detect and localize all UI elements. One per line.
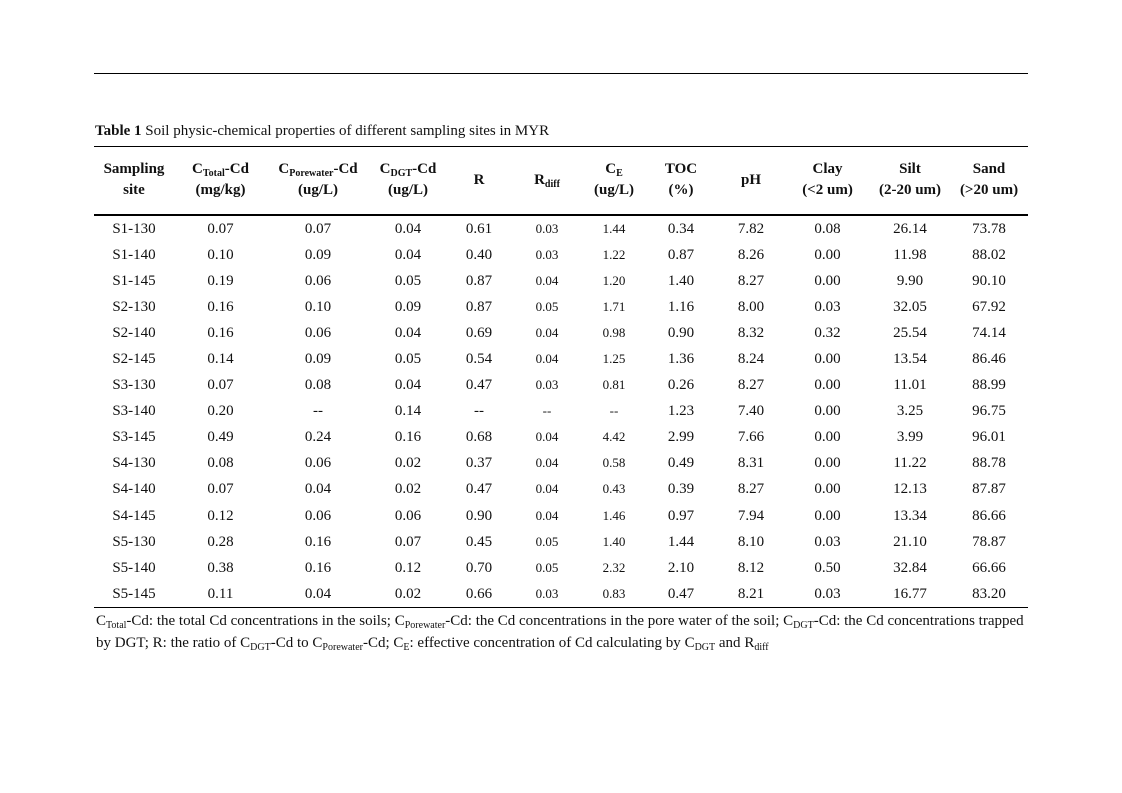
cell-ce: -- xyxy=(609,403,619,419)
cell-ce: 1.20 xyxy=(602,272,626,288)
cell-r: 0.47 xyxy=(465,481,493,498)
cell-ctotal-cd: 0.08 xyxy=(207,455,234,472)
cell-cporewater-cd: 0.06 xyxy=(304,324,332,341)
cell-sand: 86.46 xyxy=(972,351,1006,368)
header-sampling-site: Sampling site xyxy=(103,161,165,199)
cell-clay: 0.00 xyxy=(814,507,841,524)
cell-ctotal-cd: 0.11 xyxy=(207,585,234,602)
cell-ctotal-cd: 0.12 xyxy=(207,507,234,524)
cell-sand: 96.75 xyxy=(972,403,1006,420)
cell-clay: 0.00 xyxy=(814,481,841,498)
cell-r: 0.54 xyxy=(465,351,493,368)
cell-cdgt-cd: 0.02 xyxy=(394,481,422,498)
cell-sampling-site: S1-145 xyxy=(112,272,156,289)
cell-r: 0.68 xyxy=(465,429,493,446)
cell-sampling-site: S2-145 xyxy=(112,351,156,368)
cell-rdiff: 0.04 xyxy=(535,272,559,288)
cell-cdgt-cd: 0.05 xyxy=(394,272,422,289)
cell-clay: 0.00 xyxy=(814,351,841,368)
cell-rdiff: 0.05 xyxy=(535,298,559,314)
cell-r: 0.37 xyxy=(465,455,493,472)
cell-ph: 7.66 xyxy=(737,429,765,446)
cell-ph: 7.94 xyxy=(737,507,765,524)
cell-ce: 2.32 xyxy=(602,559,626,575)
cell-rdiff: 0.04 xyxy=(535,324,559,340)
cell-ctotal-cd: 0.38 xyxy=(207,559,234,576)
table-row xyxy=(94,372,1028,398)
cell-silt: 11.01 xyxy=(893,377,927,394)
cell-cdgt-cd: 0.09 xyxy=(394,298,422,315)
cell-rdiff: 0.05 xyxy=(535,533,559,549)
cell-cdgt-cd: 0.04 xyxy=(394,220,422,237)
cell-toc: 1.16 xyxy=(667,298,695,315)
cell-sampling-site: S4-145 xyxy=(112,507,156,524)
cell-ce: 4.42 xyxy=(602,429,626,445)
cell-ph: 8.24 xyxy=(737,351,765,368)
cell-sampling-site: S5-145 xyxy=(112,585,156,602)
cell-ctotal-cd: 0.10 xyxy=(207,246,234,263)
cell-r: 0.45 xyxy=(465,533,493,550)
table-row xyxy=(94,242,1028,268)
cell-cdgt-cd: 0.04 xyxy=(394,324,422,341)
table-row xyxy=(94,346,1028,372)
cell-sand: 66.66 xyxy=(972,559,1006,576)
cell-sand: 90.10 xyxy=(972,272,1006,289)
cell-toc: 0.49 xyxy=(667,455,695,472)
table-row xyxy=(94,450,1028,476)
table-row xyxy=(94,268,1028,294)
cell-cdgt-cd: 0.06 xyxy=(394,507,422,524)
cell-clay: 0.00 xyxy=(814,246,841,263)
cell-ctotal-cd: 0.07 xyxy=(207,481,234,498)
cell-ce: 0.98 xyxy=(602,324,626,340)
header-toc: TOC (%) xyxy=(664,161,698,199)
cell-r: 0.69 xyxy=(465,324,493,341)
cell-cporewater-cd: 0.16 xyxy=(304,533,332,550)
cell-silt: 3.25 xyxy=(896,403,924,420)
cell-ph: 7.40 xyxy=(737,403,765,420)
caption-label: Table 1 xyxy=(95,123,142,139)
cell-ph: 8.31 xyxy=(737,455,765,472)
cell-ph: 8.27 xyxy=(737,481,765,498)
cell-cdgt-cd: 0.05 xyxy=(394,351,422,368)
cell-toc: 0.87 xyxy=(667,246,695,263)
cell-sand: 87.87 xyxy=(972,481,1006,498)
cell-clay: 0.03 xyxy=(814,585,841,602)
header-ctotal-cd: $C_{Total}-Cd$ (mg/kg) xyxy=(192,161,249,199)
table-body xyxy=(94,215,1028,608)
cell-clay: 0.50 xyxy=(814,559,841,576)
cell-silt: 11.22 xyxy=(893,455,927,472)
cell-cporewater-cd: 0.07 xyxy=(304,220,332,237)
cell-sand: 73.78 xyxy=(972,220,1006,237)
cell-silt: 16.77 xyxy=(893,585,927,602)
cell-r: 0.70 xyxy=(465,559,493,576)
cell-toc: 1.44 xyxy=(667,533,695,550)
cell-ce: 1.71 xyxy=(602,298,626,314)
cell-cporewater-cd: 0.04 xyxy=(304,585,332,602)
table-header xyxy=(94,147,1028,215)
cell-ph: 8.21 xyxy=(737,585,765,602)
top-rule xyxy=(94,73,1028,74)
cell-toc: 0.39 xyxy=(667,481,695,498)
cell-ctotal-cd: 0.07 xyxy=(207,220,234,237)
cell-toc: 0.26 xyxy=(667,377,695,394)
cell-cdgt-cd: 0.02 xyxy=(394,585,422,602)
cell-sand: 96.01 xyxy=(972,429,1006,446)
cell-silt: 32.84 xyxy=(893,559,927,576)
cell-toc: 1.23 xyxy=(667,403,695,420)
cell-ce: 0.81 xyxy=(602,377,626,393)
cell-clay: 0.03 xyxy=(814,298,841,315)
cell-rdiff: 0.03 xyxy=(535,585,559,601)
cell-cporewater-cd: 0.04 xyxy=(304,481,332,498)
cell-ce: 1.40 xyxy=(602,533,626,549)
cell-ctotal-cd: 0.19 xyxy=(207,272,234,289)
cell-cporewater-cd: 0.08 xyxy=(304,377,332,394)
cell-sampling-site: S4-140 xyxy=(112,481,156,498)
cell-toc: 0.34 xyxy=(667,220,695,237)
cell-silt: 32.05 xyxy=(893,298,927,315)
cell-r: -- xyxy=(474,403,484,420)
cell-rdiff: 0.04 xyxy=(535,429,559,445)
cell-sand: 88.78 xyxy=(972,455,1006,472)
table-row xyxy=(94,294,1028,320)
cell-toc: 0.90 xyxy=(667,324,695,341)
cell-silt: 13.54 xyxy=(893,351,927,368)
cell-toc: 2.10 xyxy=(667,559,695,576)
header-r: R xyxy=(473,171,485,188)
cell-clay: 0.32 xyxy=(814,324,841,341)
cell-ctotal-cd: 0.16 xyxy=(207,298,234,315)
cell-ph: 8.32 xyxy=(737,324,765,341)
cell-toc: 1.40 xyxy=(667,272,695,289)
cell-sampling-site: S2-130 xyxy=(112,298,156,315)
cell-ce: 1.44 xyxy=(602,220,626,236)
header-ph: pH xyxy=(740,171,761,188)
cell-cporewater-cd: 0.24 xyxy=(304,429,332,446)
header-cporewater-cd: $C_{Porewater}-Cd$ (ug/L) xyxy=(278,161,358,199)
cell-r: 0.61 xyxy=(465,220,493,237)
cell-cdgt-cd: 0.02 xyxy=(394,455,422,472)
cell-silt: 21.10 xyxy=(893,533,927,550)
cell-silt: 11.98 xyxy=(893,246,927,263)
cell-r: 0.40 xyxy=(465,246,493,263)
header-cdgt-cd: $C_{DGT}-Cd$ (ug/L) xyxy=(379,161,437,199)
cell-ce: 0.83 xyxy=(602,585,626,601)
cell-ph: 8.27 xyxy=(737,272,765,289)
header-rdiff: $R_{diff}$ xyxy=(534,171,560,190)
cell-r: 0.66 xyxy=(465,585,493,602)
cell-sampling-site: S3-145 xyxy=(112,429,156,446)
cell-rdiff: 0.04 xyxy=(535,455,559,471)
cell-sampling-site: S1-140 xyxy=(112,246,156,263)
table-row xyxy=(94,215,1028,242)
cell-r: 0.47 xyxy=(465,377,493,394)
cell-cdgt-cd: 0.12 xyxy=(394,559,422,576)
cell-rdiff: -- xyxy=(542,403,552,419)
cell-ph: 8.10 xyxy=(737,533,765,550)
cell-sand: 83.20 xyxy=(972,585,1006,602)
cell-clay: 0.00 xyxy=(814,272,841,289)
cell-ph: 7.82 xyxy=(737,220,765,237)
cell-clay: 0.03 xyxy=(814,533,841,550)
cell-toc: 2.99 xyxy=(667,429,695,446)
cell-r: 0.87 xyxy=(465,272,493,289)
table-caption xyxy=(95,123,549,140)
header-silt: Silt (2-20 um) xyxy=(878,161,942,199)
cell-ph: 8.26 xyxy=(737,246,765,263)
cell-sampling-site: S4-130 xyxy=(112,455,156,472)
cell-sampling-site: S5-130 xyxy=(112,533,156,550)
cell-cporewater-cd: 0.06 xyxy=(304,455,332,472)
cell-ce: 1.46 xyxy=(602,507,626,523)
cell-cdgt-cd: 0.04 xyxy=(394,377,422,394)
cell-ce: 1.25 xyxy=(602,351,626,367)
cell-cporewater-cd: 0.09 xyxy=(304,351,332,368)
cell-clay: 0.00 xyxy=(814,403,841,420)
cell-sand: 67.92 xyxy=(972,298,1006,315)
cell-cdgt-cd: 0.14 xyxy=(394,403,422,420)
cell-ctotal-cd: 0.20 xyxy=(207,403,234,420)
table-row xyxy=(94,424,1028,450)
table-row xyxy=(94,320,1028,346)
cell-rdiff: 0.04 xyxy=(535,481,559,497)
cell-clay: 0.00 xyxy=(814,455,841,472)
cell-ce: 1.22 xyxy=(602,246,626,262)
cell-clay: 0.00 xyxy=(814,377,841,394)
cell-silt: 9.90 xyxy=(896,272,924,289)
table-row xyxy=(94,398,1028,424)
caption-text: Soil physic-chemical properties of different sampling sites in MYR xyxy=(145,123,550,139)
cell-ctotal-cd: 0.49 xyxy=(207,429,234,446)
cell-ctotal-cd: 0.28 xyxy=(207,533,234,550)
cell-toc: 1.36 xyxy=(667,351,695,368)
cell-silt: 13.34 xyxy=(893,507,927,524)
cell-silt: 3.99 xyxy=(896,429,924,446)
cell-rdiff: 0.04 xyxy=(535,507,559,523)
cell-clay: 0.00 xyxy=(814,429,841,446)
cell-rdiff: 0.03 xyxy=(535,377,559,393)
cell-cporewater-cd: 0.09 xyxy=(304,246,332,263)
cell-sampling-site: S5-140 xyxy=(112,559,156,576)
cell-sand: 74.14 xyxy=(972,324,1006,341)
cell-toc: 0.47 xyxy=(667,585,695,602)
cell-ph: 8.12 xyxy=(737,559,765,576)
cell-cdgt-cd: 0.16 xyxy=(394,429,422,446)
cell-ph: 8.00 xyxy=(737,298,765,315)
cell-cdgt-cd: 0.07 xyxy=(394,533,422,550)
header-ce: $C_E$ (ug/L) xyxy=(593,161,634,199)
cell-cporewater-cd: 0.06 xyxy=(304,272,332,289)
cell-rdiff: 0.03 xyxy=(535,246,559,262)
cell-toc: 0.97 xyxy=(667,507,695,524)
cell-sampling-site: S3-130 xyxy=(112,377,156,394)
cell-sand: 78.87 xyxy=(972,533,1006,550)
table-row xyxy=(94,581,1028,608)
cell-ce: 0.58 xyxy=(602,455,626,471)
cell-silt: 12.13 xyxy=(893,481,927,498)
table-row xyxy=(94,476,1028,502)
cell-r: 0.90 xyxy=(465,507,493,524)
cell-rdiff: 0.04 xyxy=(535,351,559,367)
cell-ce: 0.43 xyxy=(602,481,626,497)
cell-ctotal-cd: 0.16 xyxy=(207,324,234,341)
cell-rdiff: 0.05 xyxy=(535,559,559,575)
table-footnote: $C_{Total}-Cd$: the total Cd concentrations in the soils; $C_{Porewater}-Cd$: the Cd concentrations in the pore water of the soil; $C_{DGT}-Cd$: the Cd concentrations trapped by DGT; R: the ratio of $C_{DGT}-Cd$ to $C_{Porewater}-Cd$; $C_E$: effective concentration of Cd calculating by $C_{DGT}$ and $R_{diff}$ xyxy=(96,613,1024,653)
table-row xyxy=(94,503,1028,529)
header-clay: Clay (<2 um) xyxy=(802,161,853,199)
cell-clay: 0.08 xyxy=(814,220,841,237)
cell-sand: 88.99 xyxy=(972,377,1006,394)
cell-ctotal-cd: 0.07 xyxy=(207,377,234,394)
cell-cporewater-cd: 0.10 xyxy=(304,298,332,315)
cell-cporewater-cd: 0.06 xyxy=(304,507,332,524)
header-sand: Sand (>20 um) xyxy=(959,161,1019,199)
table-row xyxy=(94,555,1028,581)
cell-silt: 26.14 xyxy=(893,220,927,237)
cell-cdgt-cd: 0.04 xyxy=(394,246,422,263)
cell-sampling-site: S1-130 xyxy=(112,220,156,237)
cell-sand: 88.02 xyxy=(972,246,1006,263)
cell-ph: 8.27 xyxy=(737,377,765,394)
cell-silt: 25.54 xyxy=(893,324,927,341)
cell-sampling-site: S3-140 xyxy=(112,403,156,420)
cell-r: 0.87 xyxy=(465,298,493,315)
cell-cporewater-cd: 0.16 xyxy=(304,559,332,576)
table-row xyxy=(94,529,1028,555)
cell-rdiff: 0.03 xyxy=(535,220,559,236)
cell-cporewater-cd: -- xyxy=(313,403,323,420)
cell-ctotal-cd: 0.14 xyxy=(207,351,234,368)
data-table xyxy=(94,146,1028,608)
cell-sampling-site: S2-140 xyxy=(112,324,156,341)
cell-sand: 86.66 xyxy=(972,507,1006,524)
